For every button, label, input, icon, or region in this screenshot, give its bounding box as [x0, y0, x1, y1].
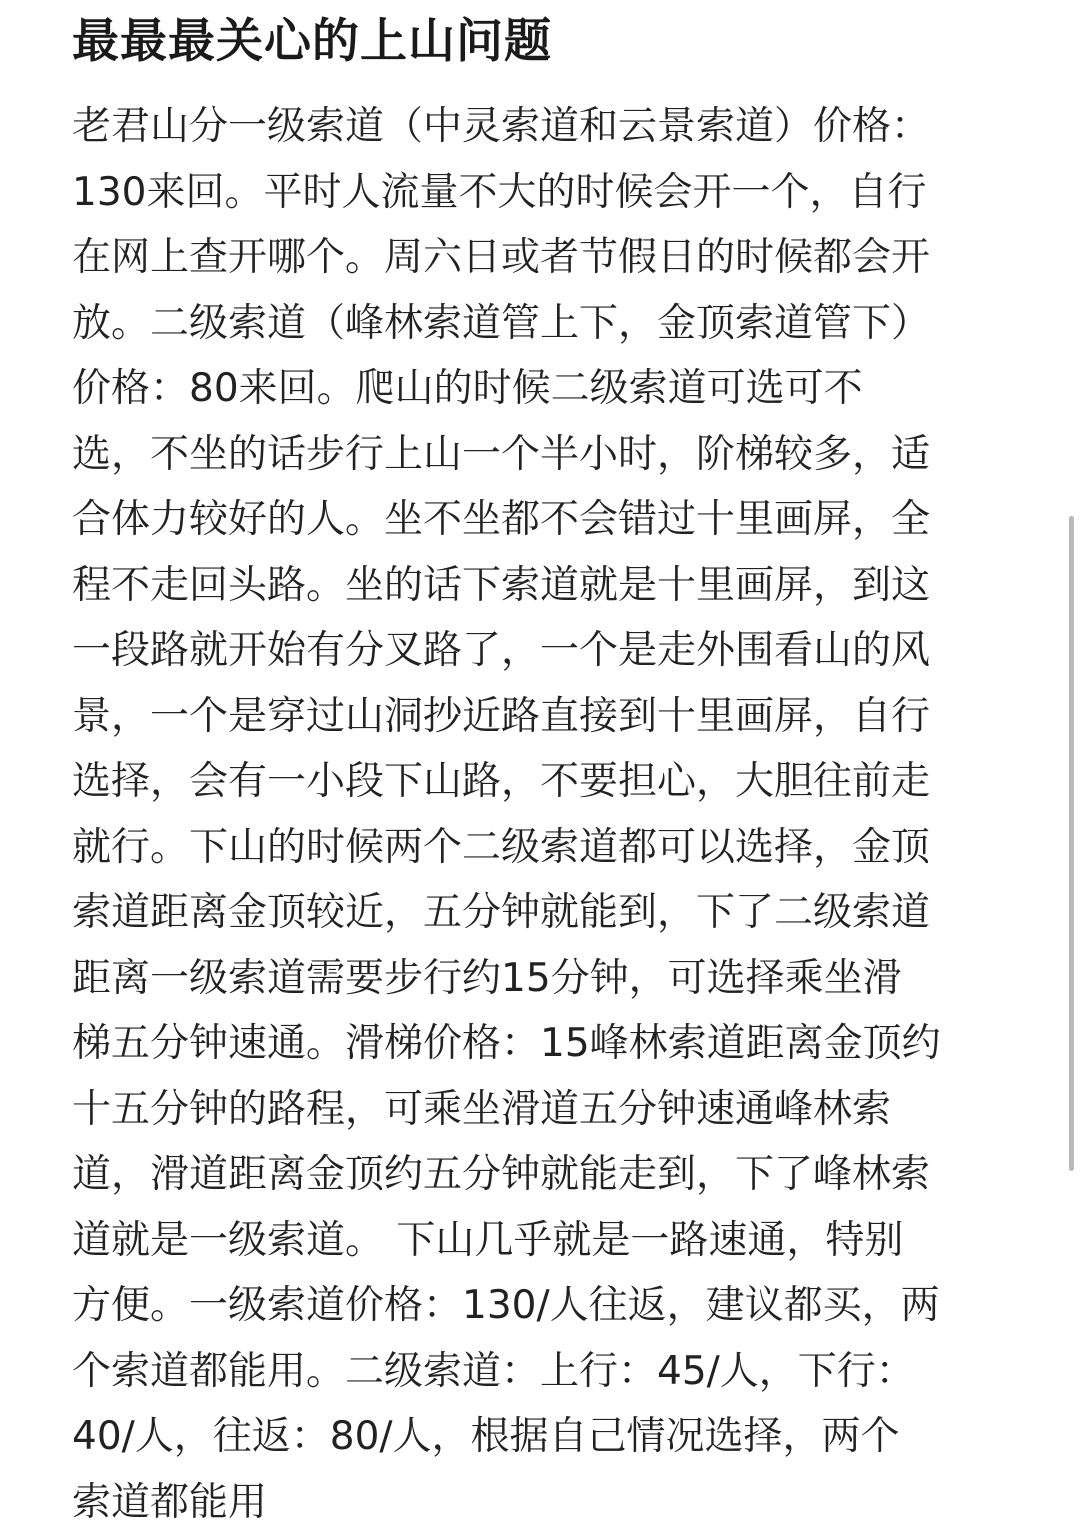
text-line: 在网上查开哪个。周六日或者节假日的时候都会开 — [72, 225, 1012, 291]
text-line: 道，滑道距离金顶约五分钟就能走到，下了峰林索 — [72, 1142, 1012, 1208]
page-title: 最最最关心的上山问题 — [72, 14, 552, 70]
text-line: 方便。一级索道价格：130/人往返，建议都买，两 — [72, 1273, 1012, 1339]
text-line: 梯五分钟速通。滑梯价格：15峰林索道距离金顶约 — [72, 1011, 1012, 1077]
body-paragraph — [72, 94, 1012, 1535]
text-line: 程不走回头路。坐的话下索道就是十里画屏，到这 — [72, 553, 1012, 619]
text-line: 一段路就开始有分叉路了，一个是走外围看山的风 — [72, 618, 1012, 684]
text-line: 十五分钟的路程，可乘坐滑道五分钟速通峰林索 — [72, 1077, 1012, 1143]
text-line: 130来回。平时人流量不大的时候会开一个，自行 — [72, 160, 1012, 226]
text-line: 选择，会有一小段下山路，不要担心，大胆往前走 — [72, 749, 1012, 815]
text-line: 索道距离金顶较近，五分钟就能到，下了二级索道 — [72, 880, 1012, 946]
text-line: 就行。下山的时候两个二级索道都可以选择，金顶 — [72, 815, 1012, 881]
text-line: 40/人，往返：80/人，根据自己情况选择，两个 — [72, 1404, 1012, 1470]
vertical-scrollbar[interactable] — [1069, 516, 1074, 1171]
text-line: 老君山分一级索道（中灵索道和云景索道）价格： — [72, 94, 1012, 160]
text-line: 索道都能用 — [72, 1470, 1012, 1535]
text-line: 价格：80来回。爬山的时候二级索道可选可不 — [72, 356, 1012, 422]
text-line: 放。二级索道（峰林索道管上下，金顶索道管下） — [72, 291, 1012, 357]
text-line: 合体力较好的人。坐不坐都不会错过十里画屏，全 — [72, 487, 1012, 553]
text-line: 道就是一级索道。 下山几乎就是一路速通，特别 — [72, 1208, 1012, 1274]
text-line: 个索道都能用。二级索道：上行：45/人，下行： — [72, 1339, 1012, 1405]
text-line: 距离一级索道需要步行约15分钟，可选择乘坐滑 — [72, 946, 1012, 1012]
text-line: 景，一个是穿过山洞抄近路直接到十里画屏，自行 — [72, 684, 1012, 750]
text-line: 选，不坐的话步行上山一个半小时，阶梯较多，适 — [72, 422, 1012, 488]
